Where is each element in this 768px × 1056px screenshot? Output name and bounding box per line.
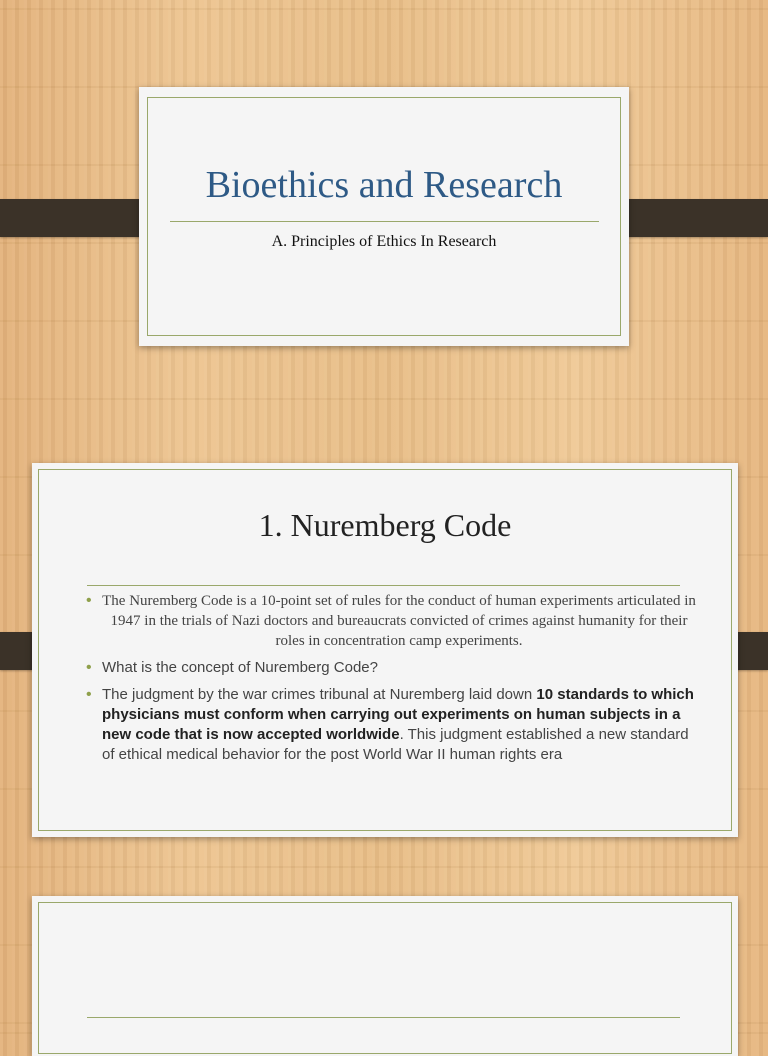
bullet-icon: • bbox=[86, 592, 92, 609]
bullet-list bbox=[86, 591, 696, 772]
bullet-text: What is the concept of Nuremberg Code? bbox=[102, 659, 378, 676]
slide1-right-band bbox=[612, 199, 768, 237]
slide1-subtitle: A. Principles of Ethics In Research bbox=[271, 233, 497, 250]
next-slide bbox=[32, 896, 738, 1056]
slide1-divider bbox=[170, 221, 599, 222]
slide1-left-band bbox=[0, 199, 156, 237]
title-slide bbox=[139, 87, 629, 346]
list-item bbox=[86, 685, 696, 765]
bullet-text: The Nuremberg Code is a 10-point set of rules for the conduct of human experiments articulated in 1947 in the trials of Nazi doctors and bureaucrats convicted of crimes against humanity for their roles in concentration camp experiments. bbox=[102, 593, 696, 649]
bullet-icon: • bbox=[86, 659, 92, 676]
bullet-text-bold: 10 standards to which physicians must conform when carrying out experiments on human subjects in a new code that is now accepted worldwide bbox=[102, 686, 694, 743]
nuremberg-slide bbox=[32, 463, 738, 837]
slide1-title: Bioethics and Research bbox=[205, 164, 563, 206]
list-item bbox=[86, 591, 696, 651]
slide3-divider bbox=[87, 1017, 680, 1018]
bullet-text-suffix: . This judgment established a new standard of ethical medical behavior for the post World War II human rights era bbox=[102, 726, 689, 763]
slide2-title: 1. Nuremberg Code bbox=[258, 507, 512, 543]
bullet-text-prefix: The judgment by the war crimes tribunal at Nuremberg laid down bbox=[102, 686, 537, 703]
next-slide-frame bbox=[38, 902, 732, 1054]
list-item bbox=[86, 658, 696, 678]
bullet-icon: • bbox=[86, 686, 92, 703]
bullet-text bbox=[102, 685, 696, 765]
slide2-divider bbox=[87, 585, 680, 586]
title-slide-frame bbox=[147, 97, 621, 336]
